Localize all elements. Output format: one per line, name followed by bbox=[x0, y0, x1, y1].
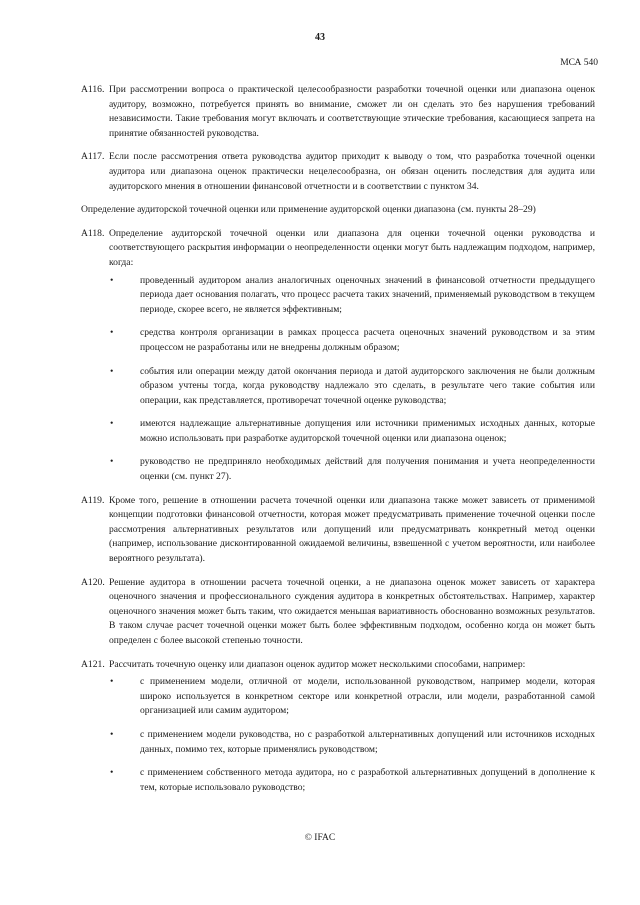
paragraph-text: Определение аудиторской точечной оценки или диапазона для оценки точечной оценки руководства и соответствующего раскрытия информации о неопределенности оценки могут быть надлежащим подходом, например, когда: bbox=[109, 227, 595, 268]
paragraph-a116 bbox=[81, 83, 595, 141]
list-item-text: события или операции между датой окончания периода и датой аудиторского заключения не были должным образом учтены тогда, когда руководству надлежало это сделать, в результате чего такие события или операции, как представляется, противоречат точечной оценке руководства; bbox=[140, 365, 595, 406]
paragraph-text: Кроме того, решение в отношении расчета точечной оценки или диапазона также может зависеть от применимой концепции подготовки финансовой отчетности, которая может предусматривать применение точечной оценки после рассмотрения альтернативных результатов или допущений или предусматривать конкретный метод оценки (например, использование дисконтированной ожидаемой величины, взвешенной с учетом вероятности, или наиболее вероятного результата). bbox=[109, 494, 595, 565]
bullet-list bbox=[109, 274, 595, 485]
list-item bbox=[109, 365, 595, 409]
paragraph-number: A120. bbox=[81, 576, 105, 588]
paragraph-a119 bbox=[81, 494, 595, 567]
paragraph-text: Если после рассмотрения ответа руководства аудитор приходит к выводу о том, что разработка точечной оценки аудитора или диапазона оценок практически нецелесообразна, он обязан оценить последствия для аудита или аудиторского мнения в отношении финансовой отчетности и в соответствии с пунктом 34. bbox=[109, 151, 595, 192]
list-item-text: имеются надлежащие альтернативные допущения или источники применимых исходных данных, которые можно использовать при разработке аудиторской точечной оценки или диапазона оценок; bbox=[140, 418, 595, 444]
paragraph-a120 bbox=[81, 576, 595, 649]
list-item bbox=[109, 326, 595, 355]
bullet-icon: • bbox=[110, 728, 114, 740]
list-item bbox=[109, 417, 595, 446]
paragraph-text: Рассчитать точечную оценку или диапазон оценок аудитор может несколькими способами, например: bbox=[109, 658, 526, 670]
list-item-text: руководство не предприняло необходимых действий для получения понимания и учета неопределенности оценки (см. пункт 27). bbox=[140, 456, 595, 483]
bullet-icon: • bbox=[110, 676, 114, 688]
paragraph-text: Решение аудитора в отношении расчета точечной оценки, а не диапазона оценок может зависеть от характера оценочного значения и профессионального суждения аудитора в конкретных обстоятельствах. Например, характер оценочного значения может быть таким, что ожидается меньшая вариативность обоснованно возможных результатов. В таком случае расчет точечной оценки может быть более эффективным подходом, особенно когда он может быть определен с более высокой степенью точности. bbox=[109, 576, 595, 646]
list-item-text: проведенный аудитором анализ аналогичных оценочных значений в финансовой отчетности предыдущего периода дает основания полагать, что процесс расчета таких значений, применяемый руководством в текущем периоде, скорее всего, не является эффективным; bbox=[140, 274, 595, 315]
paragraph-content bbox=[109, 227, 595, 485]
bullet-icon: • bbox=[110, 418, 114, 430]
section-heading: Определение аудиторской точечной оценки или применение аудиторской оценки диапазона (см. пункты 28–29) bbox=[81, 204, 536, 216]
list-item-text: с применением модели руководства, но с разработкой альтернативных допущений или источников исходных данных, помимо тех, которые применялись руководством; bbox=[140, 728, 595, 755]
list-item-text: с применением собственного метода аудитора, но с разработкой альтернативных допущений в дополнение к тем, которые использовало руководство; bbox=[140, 767, 595, 793]
paragraph-a121 bbox=[81, 658, 595, 796]
bullet-icon: • bbox=[110, 456, 114, 468]
list-item bbox=[109, 675, 595, 719]
list-item-text: средства контроля организации в рамках процесса расчета оценочных значений руководством и за этим процессом не разработаны или не внедрены должным образом; bbox=[140, 327, 595, 353]
paragraph-number: A117. bbox=[81, 151, 105, 163]
bullet-icon: • bbox=[110, 365, 114, 377]
list-item-text: с применением модели, отличной от модели, использованной руководством, например модели, которая широко используется в конкретном секторе или конкретной отрасли, или модели, разработанной самой организацией или самим аудитором; bbox=[140, 676, 595, 717]
bullet-list bbox=[109, 675, 595, 795]
footer-copyright: © IFAC bbox=[304, 833, 336, 843]
document-body bbox=[81, 83, 595, 804]
page-number: 43 bbox=[315, 32, 325, 43]
bullet-icon: • bbox=[110, 767, 114, 779]
paragraph-number: A121. bbox=[81, 658, 105, 670]
list-item bbox=[109, 455, 595, 484]
list-item bbox=[109, 728, 595, 757]
list-item bbox=[109, 274, 595, 318]
bullet-icon: • bbox=[110, 274, 114, 286]
paragraph-number: A119. bbox=[81, 494, 105, 506]
paragraph-a118 bbox=[81, 227, 595, 485]
paragraph-number: A116. bbox=[81, 84, 105, 95]
standard-code: МСА 540 bbox=[560, 58, 598, 68]
bullet-icon: • bbox=[110, 327, 114, 339]
paragraph-a117 bbox=[81, 150, 595, 194]
paragraph-text: При рассмотрении вопроса о практической целесообразности разработки точечной оценки или диапазона оценок аудитору, возможно, потребуется принять во внимание, сможет ли он сделать это без нарушения требований независимости. Такие требования могут включать и соответствующие этические требования, касающиеся запрета на принятие обязанностей руководства. bbox=[109, 84, 595, 139]
list-item bbox=[109, 766, 595, 795]
paragraph-number: A118. bbox=[81, 227, 105, 239]
paragraph-content bbox=[109, 658, 595, 796]
